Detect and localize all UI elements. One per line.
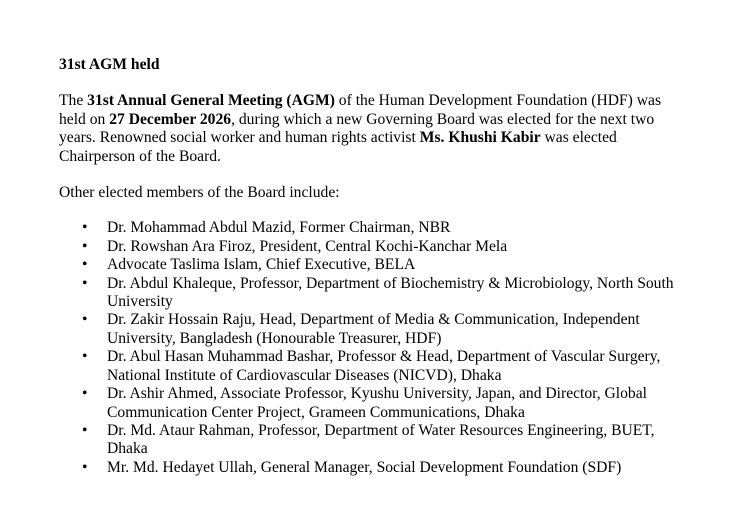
document-page: [59, 56, 689, 477]
article-paragraph: [59, 92, 689, 166]
list-item: [59, 256, 689, 274]
member-text: Dr. Md. Ataur Rahman, Professor, Department of Water Resources Engineering, BUET, Dhaka: [107, 421, 655, 458]
list-item: [59, 275, 689, 312]
paragraph-text-1: The: [59, 92, 88, 110]
member-text: Mr. Md. Hedayet Ullah, General Manager, Social Development Foundation (SDF): [107, 458, 622, 476]
member-text: Dr. Abdul Khaleque, Professor, Department of Biochemistry & Microbiology, North South University: [107, 274, 674, 311]
agm-name: 31st Annual General Meeting (AGM): [87, 92, 335, 110]
paragraph-text-3: , during which a new Governing Board was elected for the next two years. Renowned social worker and human rights activist: [59, 110, 655, 147]
paragraph-text-4: was elected Chairperson of the Board.: [59, 129, 617, 165]
list-item: [59, 238, 689, 256]
member-text: Dr. Abul Hasan Muhammad Bashar, Professor & Head, Department of Vascular Surgery, National Institute of Cardiovascular Diseases (NICVD), Dhaka: [107, 348, 661, 384]
article-heading: 31st AGM held: [59, 56, 160, 73]
list-item: [59, 422, 689, 459]
bullet-icon: •: [82, 311, 88, 329]
bullet-icon: •: [82, 237, 88, 255]
list-item: [59, 219, 689, 237]
paragraph-text-2: of the Human Development Foundation (HDF) was held on: [59, 92, 662, 128]
bullet-icon: •: [82, 348, 88, 366]
meeting-date: 27 December 2026: [109, 110, 232, 128]
member-text: Dr. Zakir Hossain Raju, Head, Department of Media & Communication, Independent University, Bangladesh (Honourable Treasurer, HDF): [107, 311, 640, 347]
member-text: Dr. Rowshan Ara Firoz, President, Central Kochi-Kanchar Mela: [107, 237, 508, 255]
bullet-icon: •: [82, 274, 88, 292]
member-text: Dr. Ashir Ahmed, Associate Professor, Kyushu University, Japan, and Director, Global Communication Center Project, Grameen Communications, Dhaka: [107, 385, 647, 421]
members-list: [59, 219, 689, 477]
list-item: [59, 311, 689, 348]
chairperson-name: Ms. Khushi Kabir: [419, 129, 541, 147]
member-text: Advocate Taslima Islam, Chief Executive, BELA: [107, 256, 416, 274]
member-text: Dr. Mohammad Abdul Mazid, Former Chairman, NBR: [107, 219, 451, 237]
bullet-icon: •: [82, 256, 88, 274]
list-item: [59, 348, 689, 385]
members-intro: Other elected members of the Board include:: [59, 184, 340, 202]
list-item: [59, 385, 689, 422]
bullet-icon: •: [82, 219, 88, 237]
bullet-icon: •: [82, 421, 88, 439]
bullet-icon: •: [82, 385, 88, 403]
bullet-icon: •: [82, 458, 88, 476]
list-item: [59, 459, 689, 477]
